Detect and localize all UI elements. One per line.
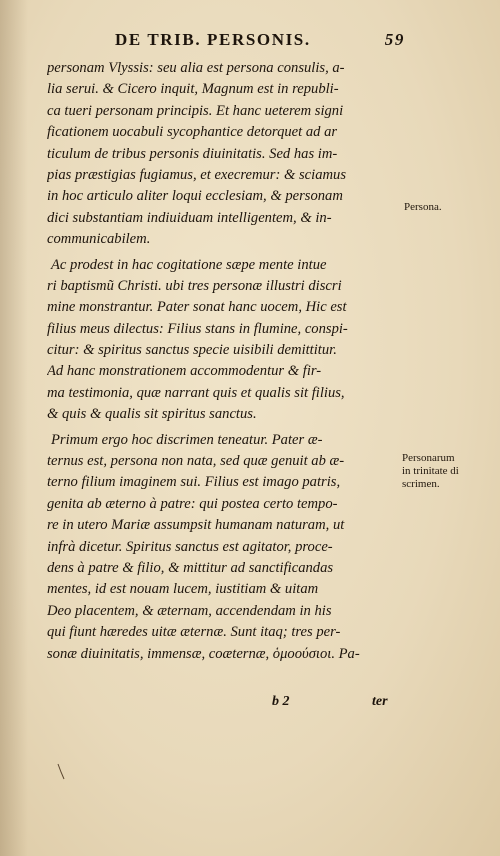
page-header bbox=[115, 30, 405, 50]
margin-note-text: Persona. bbox=[404, 201, 442, 213]
text-line: ri baptismũ Christi. ubi tres personæ illustri discri bbox=[47, 277, 342, 294]
running-title: DE TRIB. PERSONIS. bbox=[115, 30, 311, 49]
text-line: pias præstigias fugiamus, et execremur: & sciamus bbox=[47, 166, 347, 183]
text-line: Ac prodest in hac cogitatione sæpe mente intue bbox=[51, 256, 327, 273]
text-line: re in utero Mariæ assumpsit humanam naturam, ut bbox=[47, 517, 345, 534]
text-line: ma testimonia, quæ narrant quis et qualis sit filius, bbox=[47, 384, 345, 401]
text-line: mine monstrantur. Pater sonat hanc uocem, Hic est bbox=[47, 299, 347, 316]
signature-mark: b 2 bbox=[272, 694, 290, 709]
text-line: Ad hanc monstrationem accommodentur & fir- bbox=[47, 363, 322, 380]
text-line: sonæ diuinitatis, immensæ, coæternæ, ὁμοούσιοι. Pa- bbox=[47, 645, 360, 662]
text-line: infrà dicetur. Spiritus sanctus est agitator, proce- bbox=[47, 538, 333, 555]
margin-note-text: Personarum bbox=[402, 452, 455, 464]
margin-note-text: in trinitate di bbox=[402, 465, 459, 477]
margin-note-persona bbox=[404, 201, 442, 214]
text-line: ca tueri personam principis. Et hanc ueterem signi bbox=[47, 102, 344, 119]
text-line: mentes, id est nouam lucem, iustitiam & uitam bbox=[47, 581, 319, 598]
text-line: in hoc articulo aliter loqui ecclesiam, & personam bbox=[47, 188, 343, 205]
text-line: personam Vlyssis: seu alia est persona consulis, a- bbox=[47, 60, 345, 76]
text-line: ticulum de tribus personis diuinitatis. Sed has im- bbox=[47, 145, 338, 162]
margin-note-text: scrimen. bbox=[402, 478, 440, 490]
text-line: qui fiunt hæredes uitæ æternæ. Sunt itaq; tres per- bbox=[47, 624, 341, 641]
text-line: lia serui. & Cicero inquit, Magnum est in republi- bbox=[47, 81, 339, 98]
catchword: ter bbox=[372, 694, 388, 709]
text-line: Primum ergo hoc discrimen teneatur. Pater æ- bbox=[51, 431, 323, 448]
text-line: Deo placentem, & æternam, accendendam in his bbox=[47, 602, 332, 619]
gutter-shadow bbox=[0, 0, 28, 856]
text-line: terno filium imaginem sui. Filius est imago patris, bbox=[47, 474, 341, 491]
text-block bbox=[47, 58, 404, 665]
text-line: dici substantiam indiuiduam intelligentem, & in- bbox=[47, 209, 332, 226]
text-line: ternus est, persona non nata, sed quæ genuit ab æ- bbox=[47, 453, 345, 470]
text-line: genita ab æterno à patre: qui postea certo tempo- bbox=[47, 495, 338, 512]
text-line: ficationem uocabuli sycophantice detorquet ad ar bbox=[47, 124, 338, 141]
text-line: communicabilem. bbox=[47, 231, 151, 248]
text-line: citur: & spiritus sanctus specie uisibili demittitur. bbox=[47, 342, 337, 359]
margin-note-discrimen bbox=[402, 452, 492, 491]
stray-ink-mark bbox=[56, 763, 66, 781]
text-line: & quis & qualis sit spiritus sanctus. bbox=[47, 406, 257, 423]
text-line: dens à patre & filio, & mittitur ad sanctificandas bbox=[47, 559, 334, 576]
folio-number: 59 bbox=[384, 30, 405, 49]
text-line: filius meus dilectus: Filius stans in flumine, conspi- bbox=[47, 320, 348, 337]
